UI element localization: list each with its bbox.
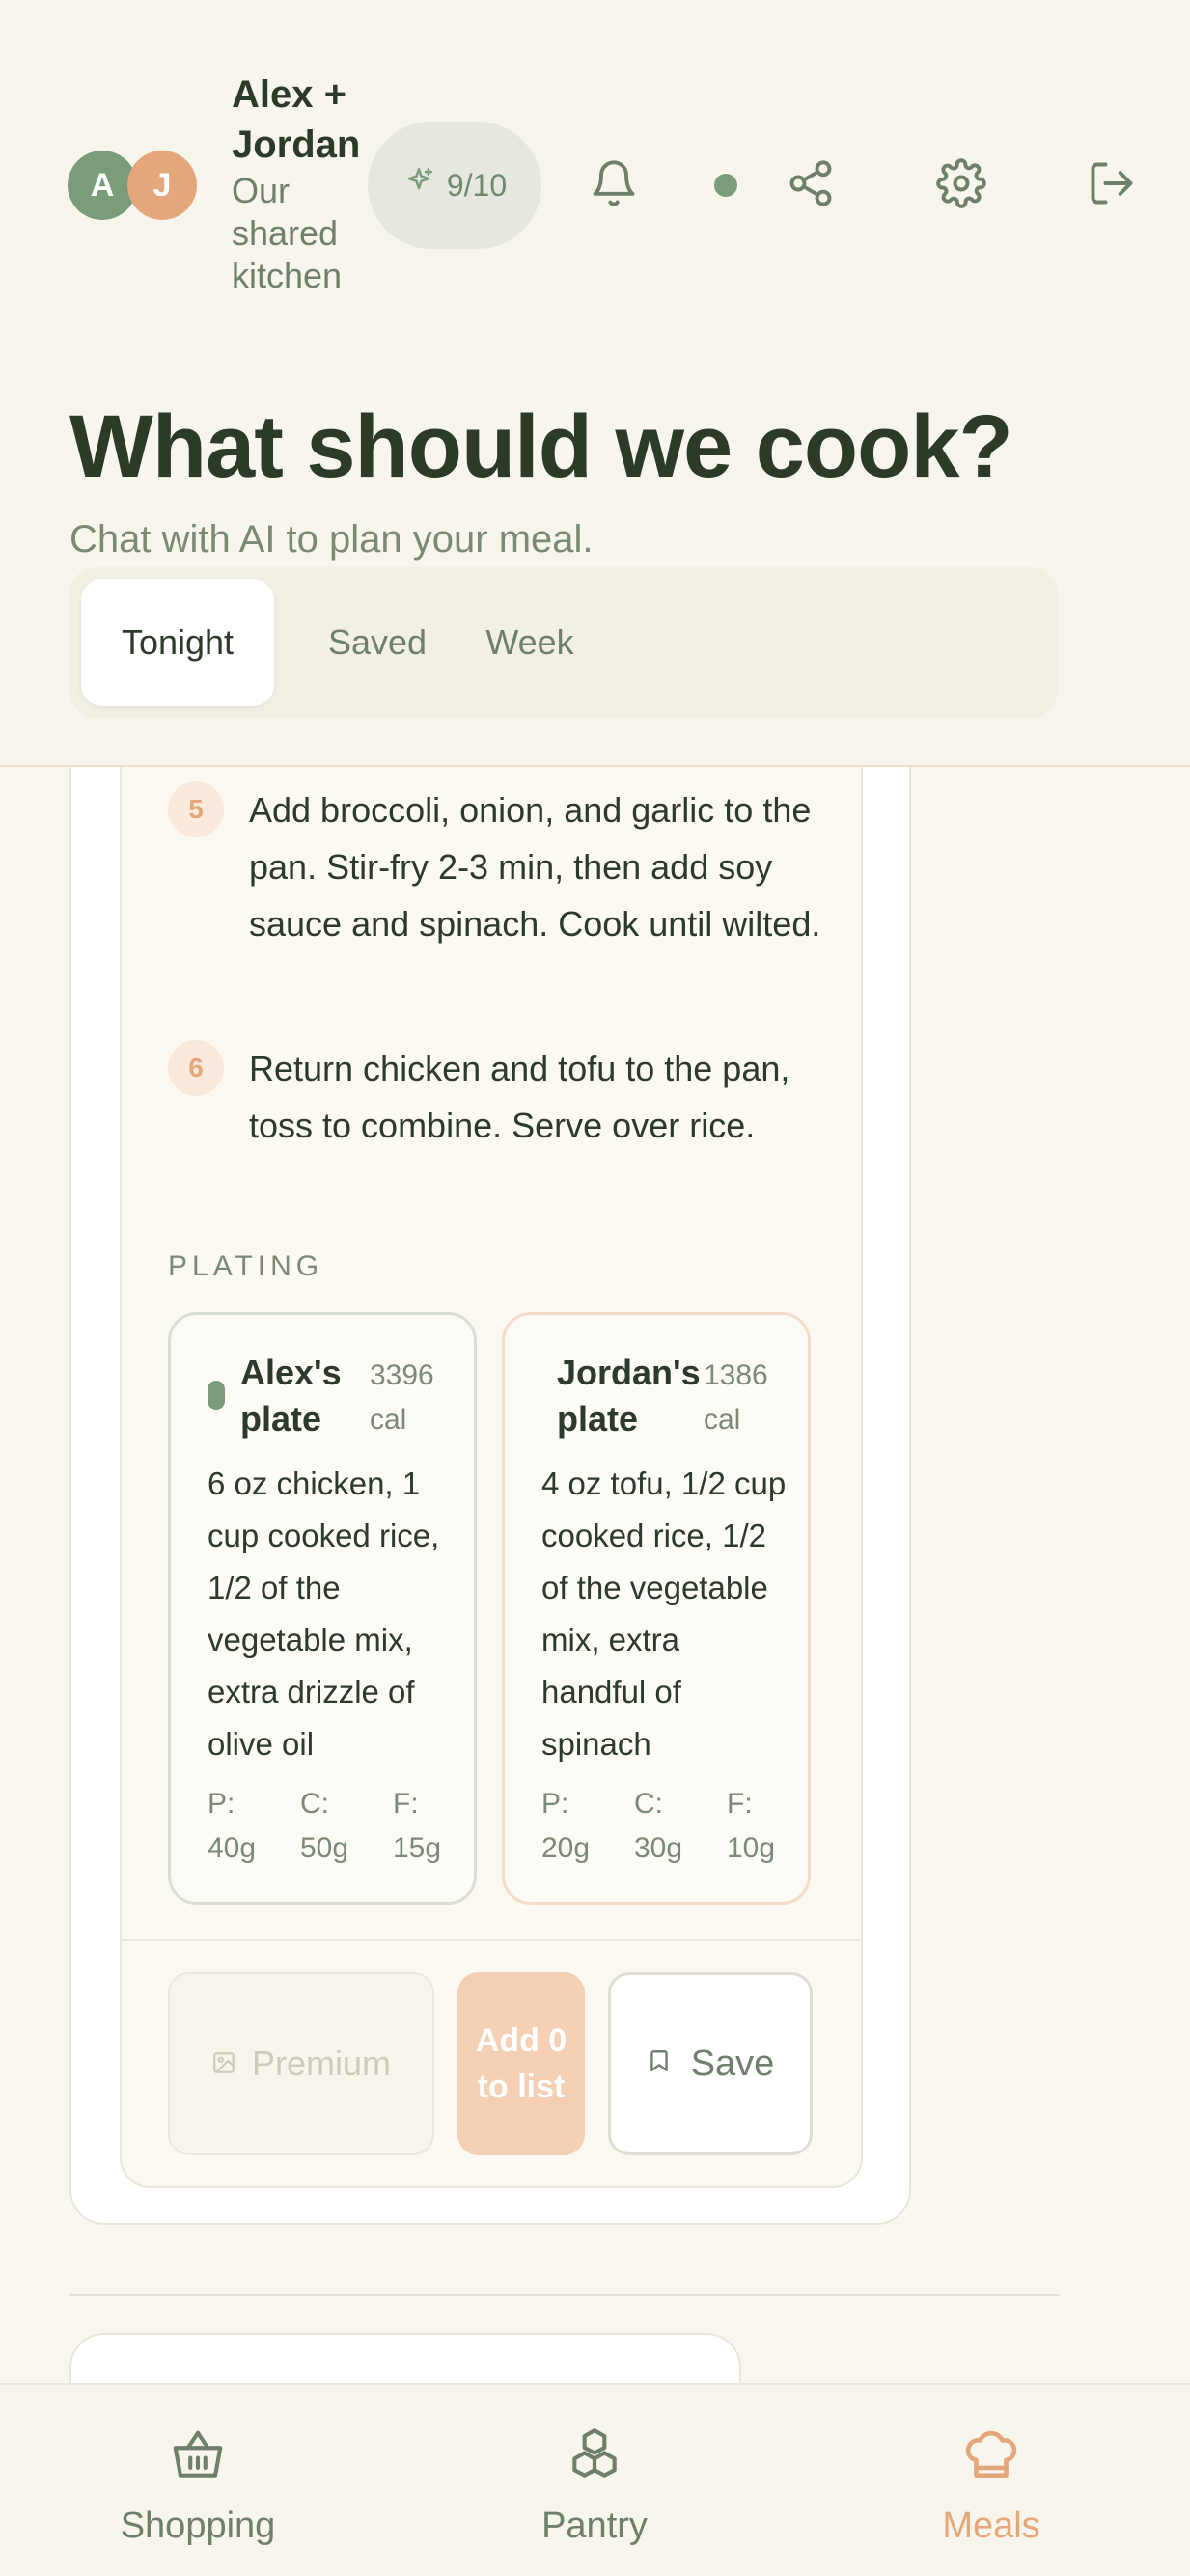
macro-protein: P: 20g: [541, 1788, 591, 1864]
plate-description: 4 oz tofu, 1/2 cup cooked rice, 1/2 of the vegetable mix, extra handful of spinach: [541, 1466, 787, 1762]
premium-button[interactable]: [168, 1972, 434, 2155]
feed-divider: [69, 2294, 1060, 2296]
avatar-jordan[interactable]: J: [127, 151, 197, 220]
nav-shopping[interactable]: [53, 2385, 343, 2576]
couple-name: Alex + Jordan: [232, 73, 361, 166]
basket-icon: [168, 2385, 228, 2490]
gear-icon: [936, 158, 986, 213]
macro-fat: F: 15g: [393, 1788, 442, 1864]
plating-heading: PLATING: [168, 1250, 324, 1282]
plate-calories: 3396 cal: [370, 1359, 434, 1436]
nav-label: Meals: [942, 2506, 1040, 2546]
add-to-list-label: Add 0 to list: [475, 2022, 567, 2105]
notifications-button[interactable]: [580, 151, 648, 219]
tab-week[interactable]: Week: [485, 622, 574, 662]
sparkle-icon: [402, 165, 435, 206]
logout-icon: [1087, 158, 1137, 213]
share-button[interactable]: [777, 151, 844, 219]
step-text: Return chicken and tofu to the pan, toss to combine. Serve over rice.: [249, 1049, 790, 1145]
plate-name: Jordan's plate: [557, 1353, 701, 1439]
tab-saved[interactable]: Saved: [327, 622, 428, 662]
view-tabs: [69, 567, 1058, 718]
page-subtitle: Chat with AI to plan your meal.: [69, 518, 594, 561]
plate-color-indicator: [208, 1381, 225, 1410]
plate-description: 6 oz chicken, 1 cup cooked rice, 1/2 of the vegetable mix, extra drizzle of olive oil: [208, 1466, 440, 1762]
logout-button[interactable]: [1078, 151, 1146, 219]
macro-carbs: C: 30g: [634, 1788, 683, 1864]
jordan-plate-card: [502, 1312, 811, 1905]
share-icon: [786, 158, 836, 213]
save-button[interactable]: [608, 1972, 813, 2155]
app-header: [0, 0, 1190, 767]
plate-calories: 1386 cal: [704, 1359, 768, 1436]
actions-divider: [122, 1939, 861, 1941]
chef-hat-icon: [961, 2385, 1021, 2490]
step-number: 5: [168, 781, 224, 837]
add-to-list-button[interactable]: [457, 1972, 585, 2155]
image-icon: [211, 2043, 236, 2084]
bell-icon: [589, 158, 639, 213]
avatar-alex[interactable]: A: [68, 151, 137, 220]
save-label: Save: [690, 2042, 775, 2084]
settings-button[interactable]: [927, 151, 995, 219]
macro-protein: P: 40g: [208, 1788, 257, 1864]
boxes-icon: [565, 2385, 624, 2490]
match-score-value: 9/10: [446, 167, 508, 203]
online-status-dot: [714, 174, 737, 197]
bottom-nav: [0, 2383, 1190, 2576]
nav-pantry[interactable]: [450, 2385, 739, 2576]
macro-carbs: C: 50g: [300, 1788, 349, 1864]
step-number: 6: [168, 1040, 224, 1096]
alex-plate-card: [168, 1312, 477, 1905]
nav-label: Pantry: [541, 2506, 648, 2546]
macro-fat: F: 10g: [727, 1788, 776, 1864]
match-score-badge[interactable]: [368, 122, 541, 249]
step-text: Add broccoli, onion, and garlic to the pan. Stir-fry 2-3 min, then add soy sauce and spinach. Cook until wilted.: [249, 790, 821, 944]
nav-label: Shopping: [120, 2506, 276, 2546]
nav-meals[interactable]: [846, 2385, 1136, 2576]
premium-label: Premium: [251, 2043, 392, 2083]
bookmark-icon: [647, 2043, 672, 2085]
couple-subtitle: Our shared kitchen: [232, 171, 343, 295]
plate-name: Alex's plate: [240, 1353, 342, 1439]
tab-tonight[interactable]: Tonight: [81, 579, 274, 706]
page-title: What should we cook?: [69, 397, 1012, 496]
